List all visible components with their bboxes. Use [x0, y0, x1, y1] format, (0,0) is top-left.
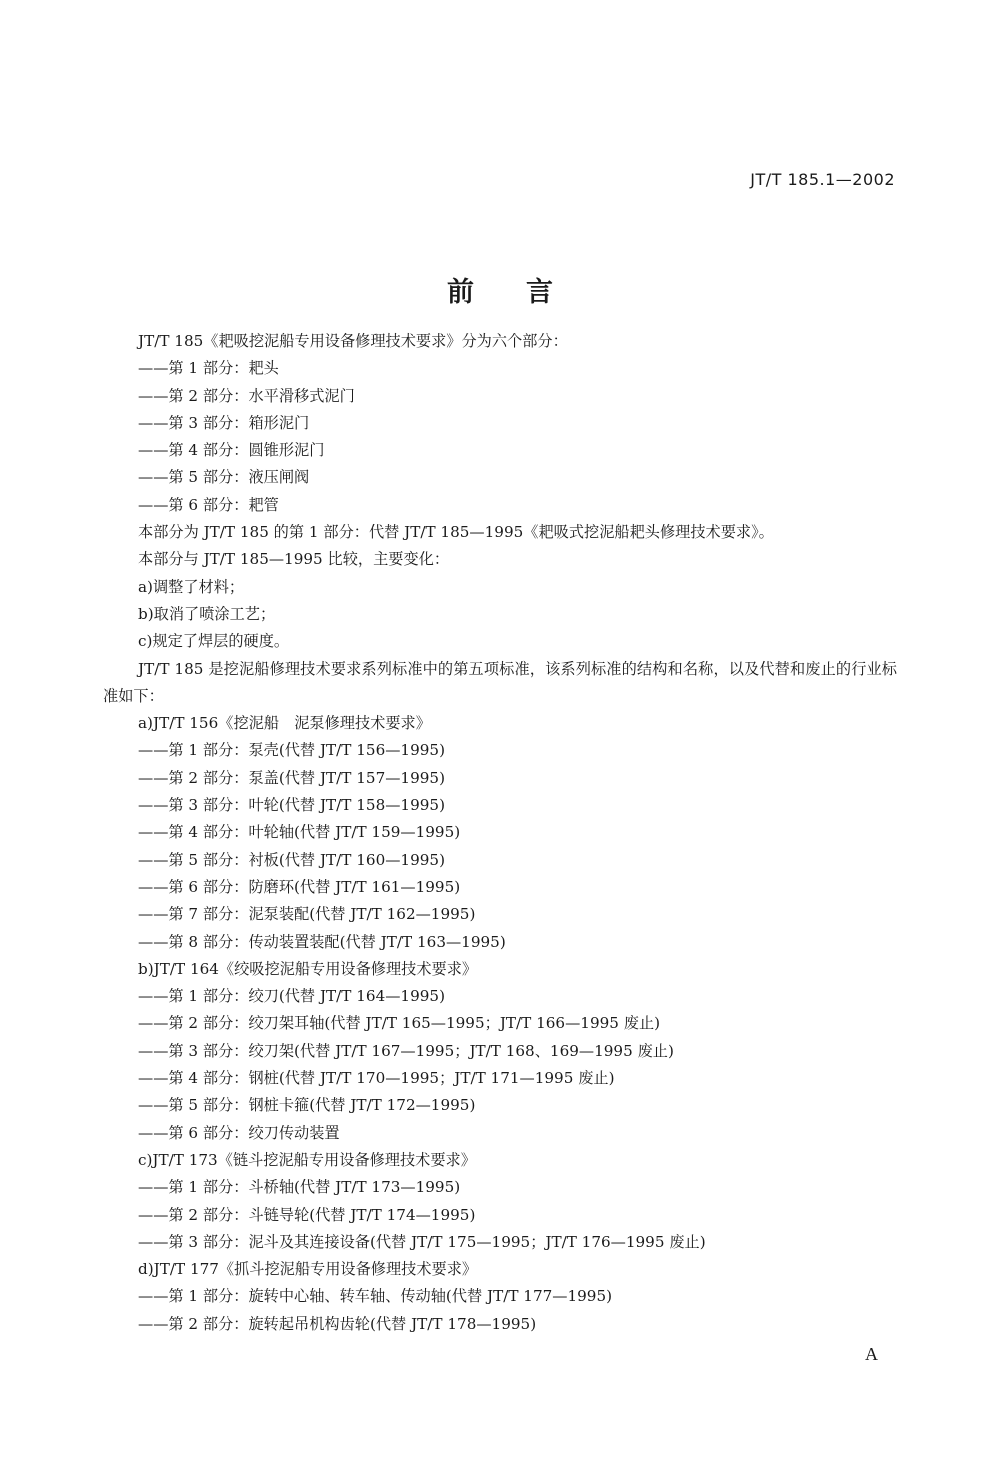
series-item: ——第 3 部分：绞刀架(代替 JT/T 167—1995；JT/T 168、169—1995 废止) [138, 1041, 674, 1060]
series-title: d)JT/T 177《抓斗挖泥船专用设备修理技术要求》 [138, 1260, 478, 1279]
page-title: 前言 [447, 277, 605, 308]
document-body [103, 328, 897, 1338]
series-item: ——第 1 部分：旋转中心轴、转车轴、传动轴(代替 JT/T 177—1995) [138, 1287, 613, 1306]
series-item: ——第 2 部分：绞刀架耳轴(代替 JT/T 165—1995；JT/T 166—1995 废止) [138, 1014, 661, 1033]
standard-code: JT/T 185.1—2002 [750, 170, 895, 189]
series-title: c)JT/T 173《链斗挖泥船专用设备修理技术要求》 [138, 1150, 476, 1169]
compare-statement: 本部分与 JT/T 185—1995 比较，主要变化： [138, 550, 450, 569]
series-item: ——第 5 部分：钢桩卡箍(代替 JT/T 172—1995) [138, 1096, 476, 1115]
replace-statement: 本部分为 JT/T 185 的第 1 部分：代替 JT/T 185—1995《耙吸式挖泥船耙头修理技术要求》。 [138, 523, 774, 542]
page-number: A [865, 1344, 878, 1364]
intro-paragraph: JT/T 185《耙吸挖泥船专用设备修理技术要求》分为六个部分： [138, 332, 568, 350]
part-item: ——第 4 部分：圆锥形泥门 [138, 441, 325, 460]
part-item: ——第 6 部分：耙管 [138, 495, 279, 514]
series-item: ——第 2 部分：旋转起吊机构齿轮(代替 JT/T 178—1995) [138, 1314, 537, 1333]
part-item: ——第 1 部分：耙头 [138, 359, 279, 378]
series-item: ——第 3 部分：泥斗及其连接设备(代替 JT/T 175—1995；JT/T 176—1995 废止) [138, 1232, 706, 1251]
change-item: b)取消了喷涂工艺； [138, 604, 276, 623]
series-item: ——第 4 部分：叶轮轴(代替 JT/T 159—1995) [138, 823, 461, 842]
change-item: a)调整了材料； [138, 577, 245, 596]
series-item: ——第 5 部分：衬板(代替 JT/T 160—1995) [138, 850, 445, 869]
series-item: ——第 7 部分：泥泵装配(代替 JT/T 162—1995) [138, 905, 476, 924]
series-title: b)JT/T 164《绞吸挖泥船专用设备修理技术要求》 [138, 959, 478, 978]
series-item: ——第 6 部分：绞刀传动装置 [138, 1123, 340, 1142]
series-item: ——第 2 部分：斗链导轮(代替 JT/T 174—1995) [138, 1205, 476, 1224]
change-item: c)规定了焊层的硬度。 [138, 632, 290, 651]
series-item: ——第 8 部分：传动装置装配(代替 JT/T 163—1995) [138, 932, 506, 951]
series-item: ——第 1 部分：绞刀(代替 JT/T 164—1995) [138, 987, 445, 1006]
part-item: ——第 5 部分：液压闸阀 [138, 468, 310, 487]
series-title: a)JT/T 156《挖泥船 泥泵修理技术要求》 [138, 714, 431, 733]
series-item: ——第 2 部分：泵盖(代替 JT/T 157—1995) [138, 768, 445, 787]
part-item: ——第 2 部分：水平滑移式泥门 [138, 386, 355, 405]
series-item: ——第 1 部分：泵壳(代替 JT/T 156—1995) [138, 741, 445, 760]
series-item: ——第 1 部分：斗桥轴(代替 JT/T 173—1995) [138, 1178, 461, 1197]
series-item: ——第 4 部分：钢桩(代替 JT/T 170—1995；JT/T 171—1995 废止) [138, 1069, 615, 1088]
part-item: ——第 3 部分：箱形泥门 [138, 413, 310, 432]
series-item: ——第 3 部分：叶轮(代替 JT/T 158—1995) [138, 796, 445, 815]
series-item: ——第 6 部分：防磨环(代替 JT/T 161—1995) [138, 877, 461, 896]
series-statement: JT/T 185 是挖泥船修理技术要求系列标准中的第五项标准，该系列标准的结构和名称，以及代替和废止的行业标准如下： [103, 659, 897, 705]
